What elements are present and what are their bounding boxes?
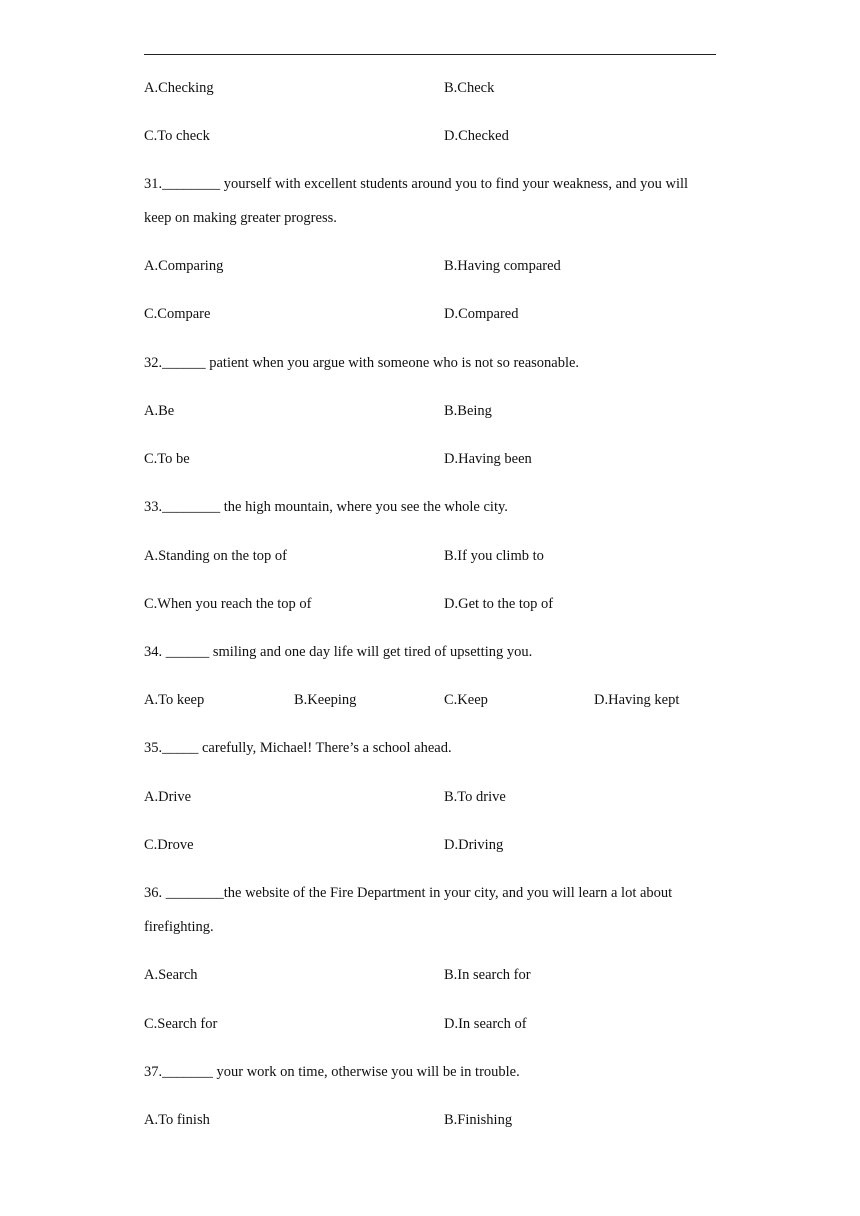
q33-stem: 33.________ the high mountain, where you see the whole city.	[144, 499, 508, 515]
q33-option-a: A.Standing on the top of	[144, 548, 287, 564]
q36-option-c: C.Search for	[144, 1016, 218, 1032]
q35-option-d: D.Driving	[444, 837, 504, 853]
q35-option-c: C.Drove	[144, 837, 194, 853]
q32-option-c: C.To be	[144, 451, 190, 467]
q35-option-b: B.To drive	[444, 789, 506, 805]
q35-stem: 35._____ carefully, Michael! There’s a school ahead.	[144, 740, 452, 756]
q32-option-a: A.Be	[144, 403, 175, 419]
q32-stem: 32.______ patient when you argue with someone who is not so reasonable.	[144, 355, 580, 371]
q34-option-c: C.Keep	[444, 692, 488, 708]
q31-stem-line2: keep on making greater progress.	[144, 210, 337, 226]
q36-option-d: D.In search of	[444, 1016, 527, 1032]
q32-option-b: B.Being	[444, 403, 492, 419]
q36-option-a: A.Search	[144, 967, 198, 983]
q36-option-b: B.In search for	[444, 967, 531, 983]
q35-option-a: A.Drive	[144, 789, 192, 805]
q31-option-b: B.Having compared	[444, 258, 561, 274]
q33-option-d: D.Get to the top of	[444, 596, 554, 612]
q36-stem-line2: firefighting.	[144, 919, 214, 935]
q34-stem: 34. ______ smiling and one day life will get tired of upsetting you.	[144, 644, 533, 660]
q36-stem-line1: 36. ________the website of the Fire Department in your city, and you will learn a lot about	[144, 885, 673, 901]
q31-option-a: A.Comparing	[144, 258, 224, 274]
q37-option-b: B.Finishing	[444, 1112, 513, 1128]
q33-option-c: C.When you reach the top of	[144, 596, 312, 612]
q34-option-a: A.To keep	[144, 692, 205, 708]
q37-stem: 37._______ your work on time, otherwise you will be in trouble.	[144, 1064, 520, 1080]
q33-option-b: B.If you climb to	[444, 548, 544, 564]
q30-option-c: C.To check	[144, 128, 210, 144]
q31-option-c: C.Compare	[144, 306, 211, 322]
q31-stem-line1: 31.________ yourself with excellent students around you to find your weakness, and you will	[144, 176, 689, 192]
q31-option-d: D.Compared	[444, 306, 519, 322]
q30-option-a: A.Checking	[144, 80, 214, 96]
q30-option-d: D.Checked	[444, 128, 509, 144]
header-rule	[144, 54, 716, 55]
q30-option-b: B.Check	[444, 80, 495, 96]
q34-option-d: D.Having kept	[594, 692, 680, 708]
q32-option-d: D.Having been	[444, 451, 532, 467]
q37-option-a: A.To finish	[144, 1112, 210, 1128]
q34-option-b: B.Keeping	[294, 692, 357, 708]
